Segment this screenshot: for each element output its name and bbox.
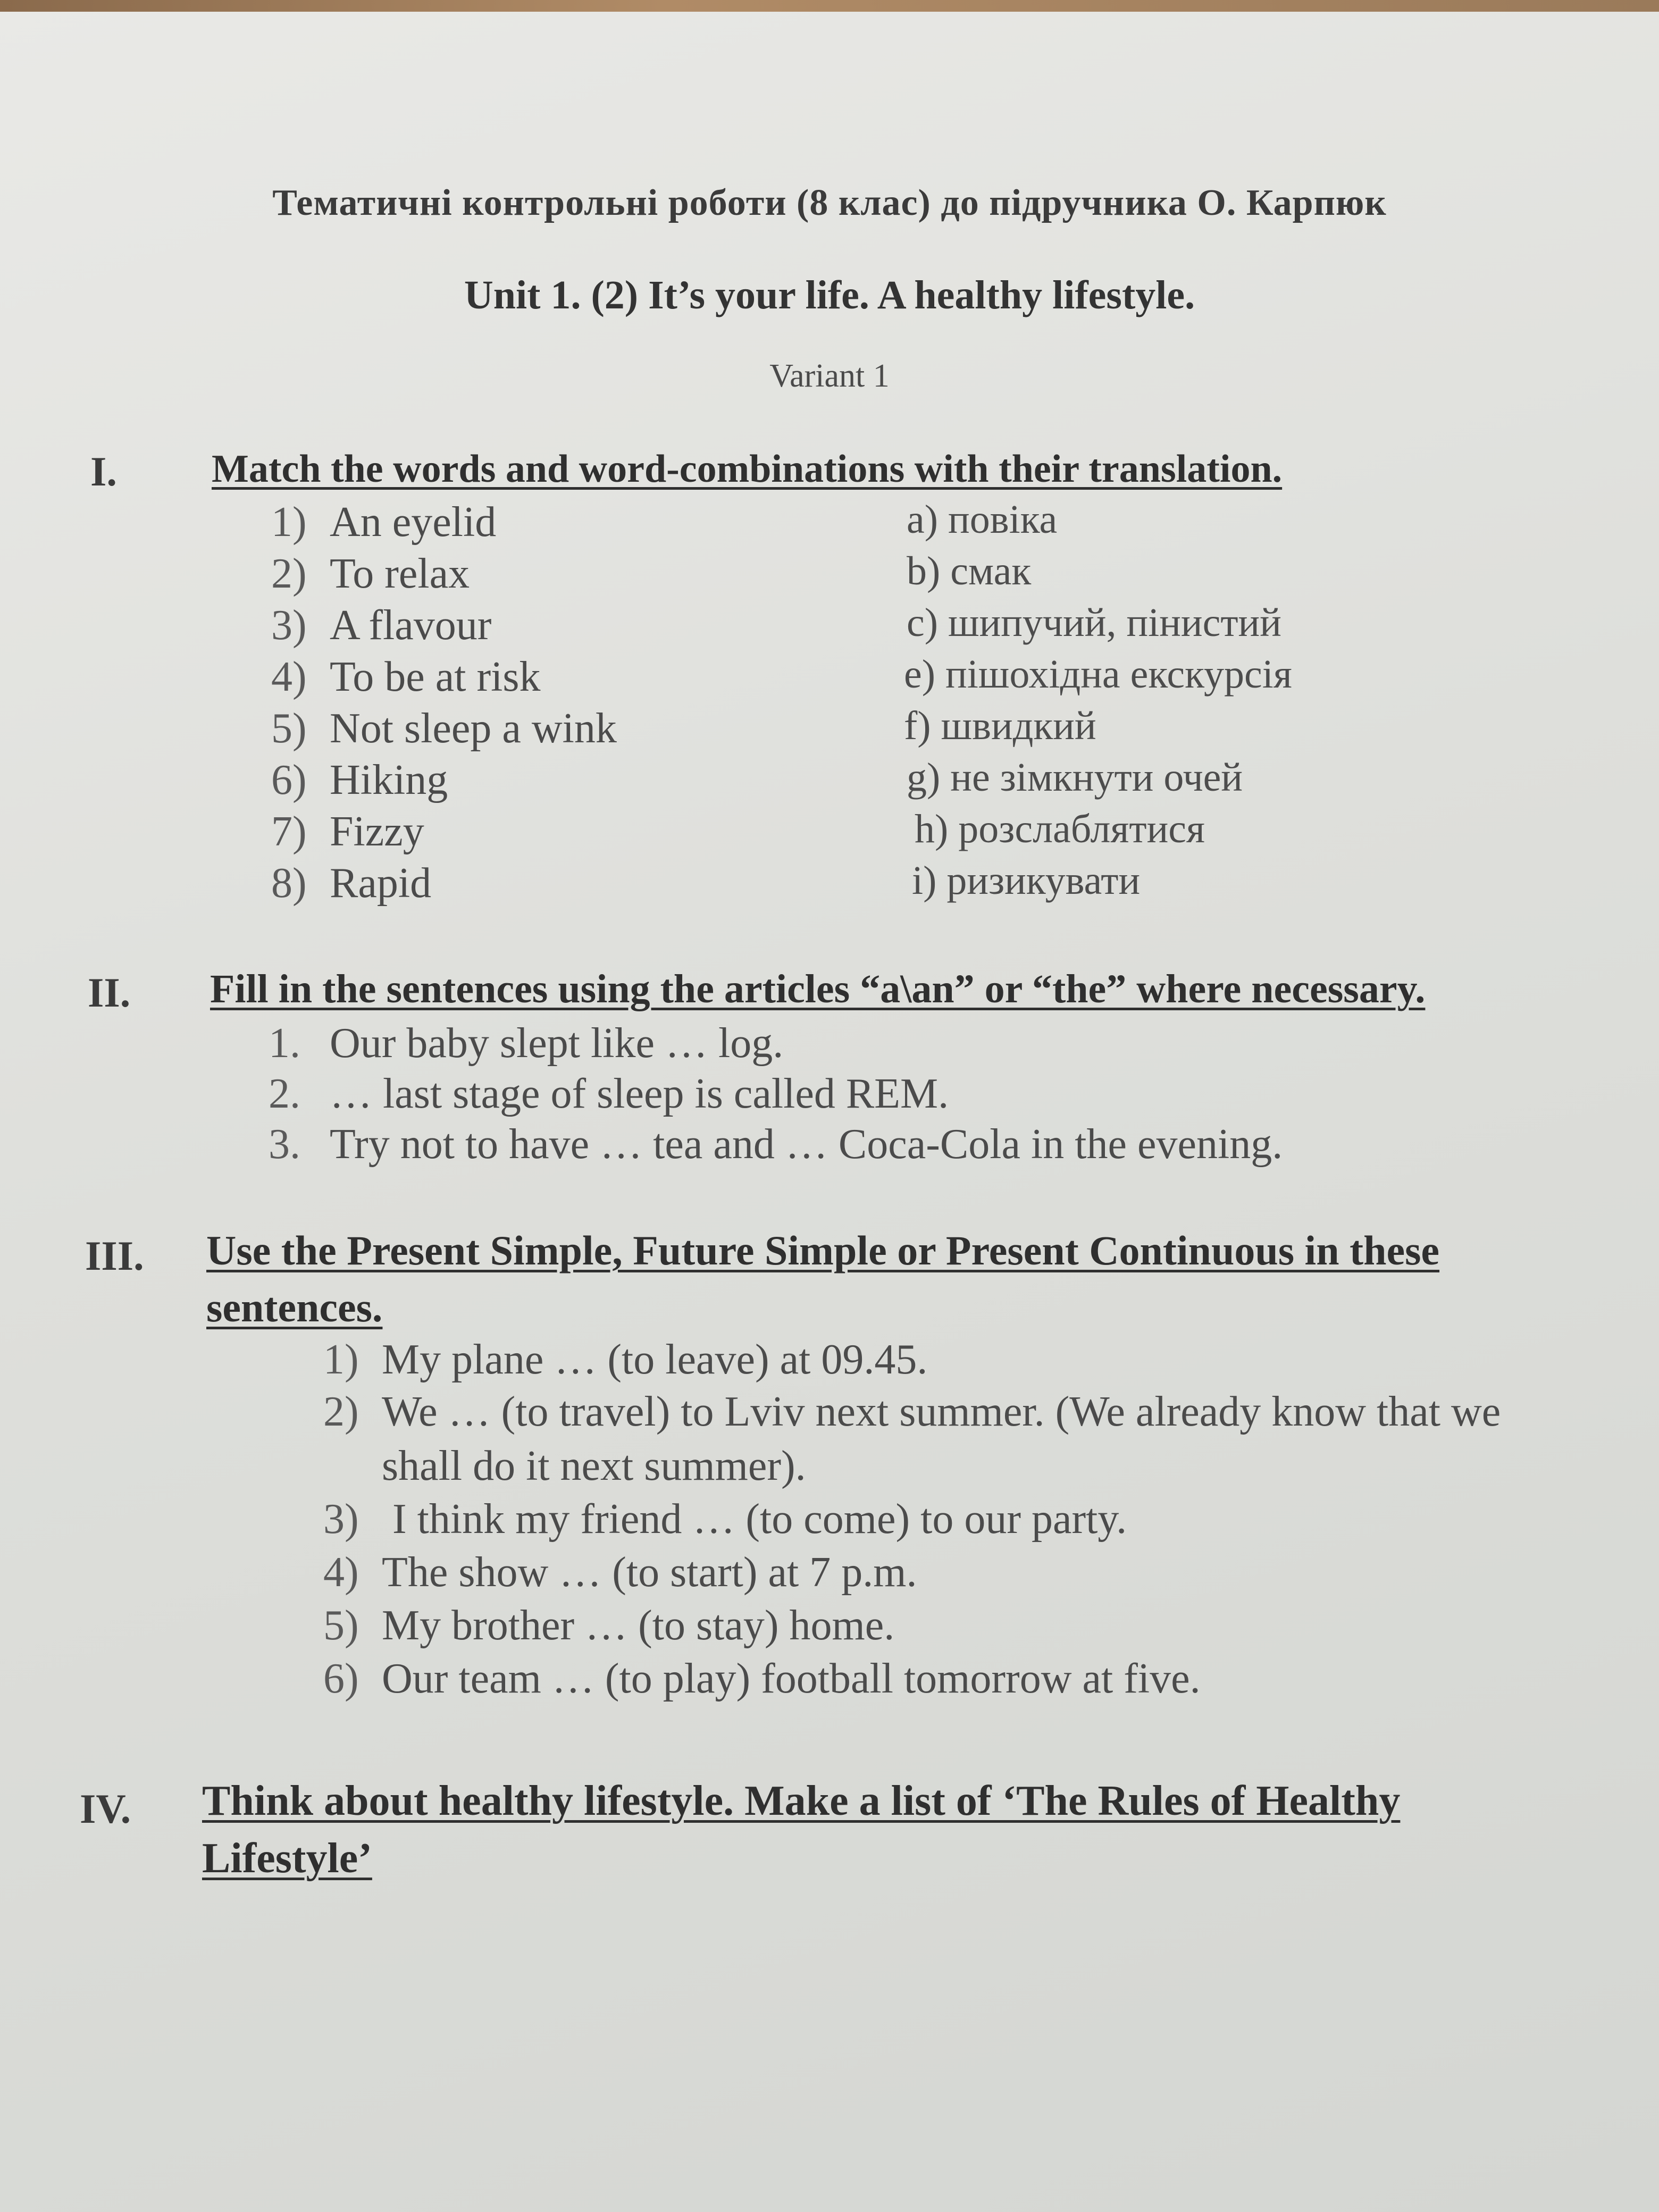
list-item: 3) I think my friend … (to come) to our party.: [323, 1496, 1127, 1543]
worksheet-page: [0, 12, 1659, 2212]
section-1-number: I.: [90, 448, 117, 495]
variant-label: Variant 1: [769, 358, 890, 394]
section-2-number: II.: [88, 969, 131, 1016]
list-item: 4) To be at risk: [271, 653, 541, 700]
list-item: shall do it next summer).: [382, 1443, 806, 1489]
list-item: f) швидкий: [904, 703, 1096, 748]
photo-background-edge: [0, 0, 1659, 12]
list-item: 8) Rapid: [271, 860, 432, 907]
list-item: 1) An eyelid: [271, 499, 497, 546]
list-item: b) смак: [907, 549, 1032, 593]
list-item: 2. … last stage of sleep is called REM.: [269, 1070, 949, 1117]
list-item: h) розслаблятися: [915, 807, 1205, 851]
list-item: 1) My plane … (to leave) at 09.45.: [323, 1336, 928, 1383]
section-1-title: Match the words and word-combinations with their translation.: [212, 447, 1283, 491]
section-3-title: Use the Present Simple, Future Simple or Present Continuous in these: [206, 1227, 1440, 1273]
list-item: 2) To relax: [271, 550, 470, 597]
section-3-number: III.: [85, 1233, 144, 1279]
list-item: g) не зімкнути очей: [907, 755, 1243, 800]
section-3-title-continued: sentences.: [206, 1284, 383, 1330]
list-item: 1. Our baby slept like … log.: [269, 1020, 784, 1067]
section-4-title-continued: Lifestyle’: [202, 1835, 372, 1882]
section-4-title: Think about healthy lifestyle. Make a list of ‘The Rules of Healthy: [202, 1778, 1401, 1824]
list-item: c) шипучий, пінистий: [907, 600, 1281, 645]
list-item: 3. Try not to have … tea and … Coca-Cola in the evening.: [269, 1121, 1283, 1168]
list-item: 6) Hiking: [271, 757, 448, 803]
section-2-title: Fill in the sentences using the articles “a\an” or “the” where necessary.: [210, 967, 1426, 1011]
list-item: 4) The show … (to start) at 7 p.m.: [323, 1549, 917, 1596]
list-item: a) повіка: [907, 497, 1058, 542]
list-item: 3) A flavour: [271, 602, 492, 649]
unit-title: Unit 1. (2) It’s your life. A healthy lifestyle.: [464, 273, 1195, 317]
list-item: e) пішохідна екскурсія: [904, 652, 1292, 697]
list-item: 2) We … (to travel) to Lviv next summer. (We already know that we: [323, 1388, 1501, 1435]
list-item: 7) Fizzy: [271, 808, 424, 855]
section-4-number: IV.: [80, 1786, 131, 1832]
course-title: Тематичні контрольні роботи (8 клас) до підручника О. Карпюк: [272, 182, 1387, 223]
list-item: 6) Our team … (to play) football tomorrow at five.: [323, 1655, 1201, 1702]
list-item: i) ризикувати: [912, 858, 1141, 903]
list-item: 5) Not sleep a wink: [271, 705, 617, 752]
list-item: 5) My brother … (to stay) home.: [323, 1602, 895, 1649]
